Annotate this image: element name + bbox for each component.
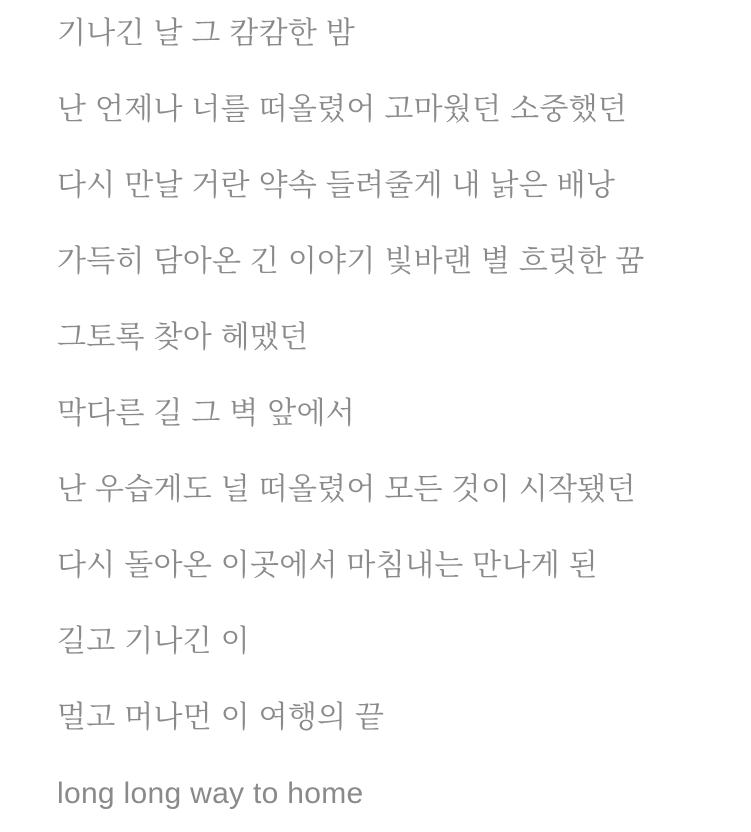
lyric-line: 가득히 담아온 긴 이야기 빛바랜 별 흐릿한 꿈 [57,245,645,278]
lyric-line: 다시 돌아온 이곳에서 마침내는 만나게 된 [57,549,598,582]
lyric-line: 멀고 머나먼 이 여행의 끝 [57,701,385,734]
lyric-line: long long way to home [57,777,364,810]
lyric-line: 그토록 찾아 헤맸던 [57,321,309,354]
lyric-line: 길고 기나긴 이 [57,625,250,658]
lyric-line: 난 언제나 너를 떠올렸어 고마웠던 소중했던 [57,93,628,126]
lyric-line: 다시 만날 거란 약속 들려줄게 내 낡은 배낭 [57,169,616,202]
lyric-line: 막다른 길 그 벽 앞에서 [57,397,356,430]
lyric-line: 기나긴 날 그 캄캄한 밤 [57,17,356,50]
lyric-line: 난 우습게도 널 떠올렸어 모든 것이 시작됐던 [57,473,636,506]
